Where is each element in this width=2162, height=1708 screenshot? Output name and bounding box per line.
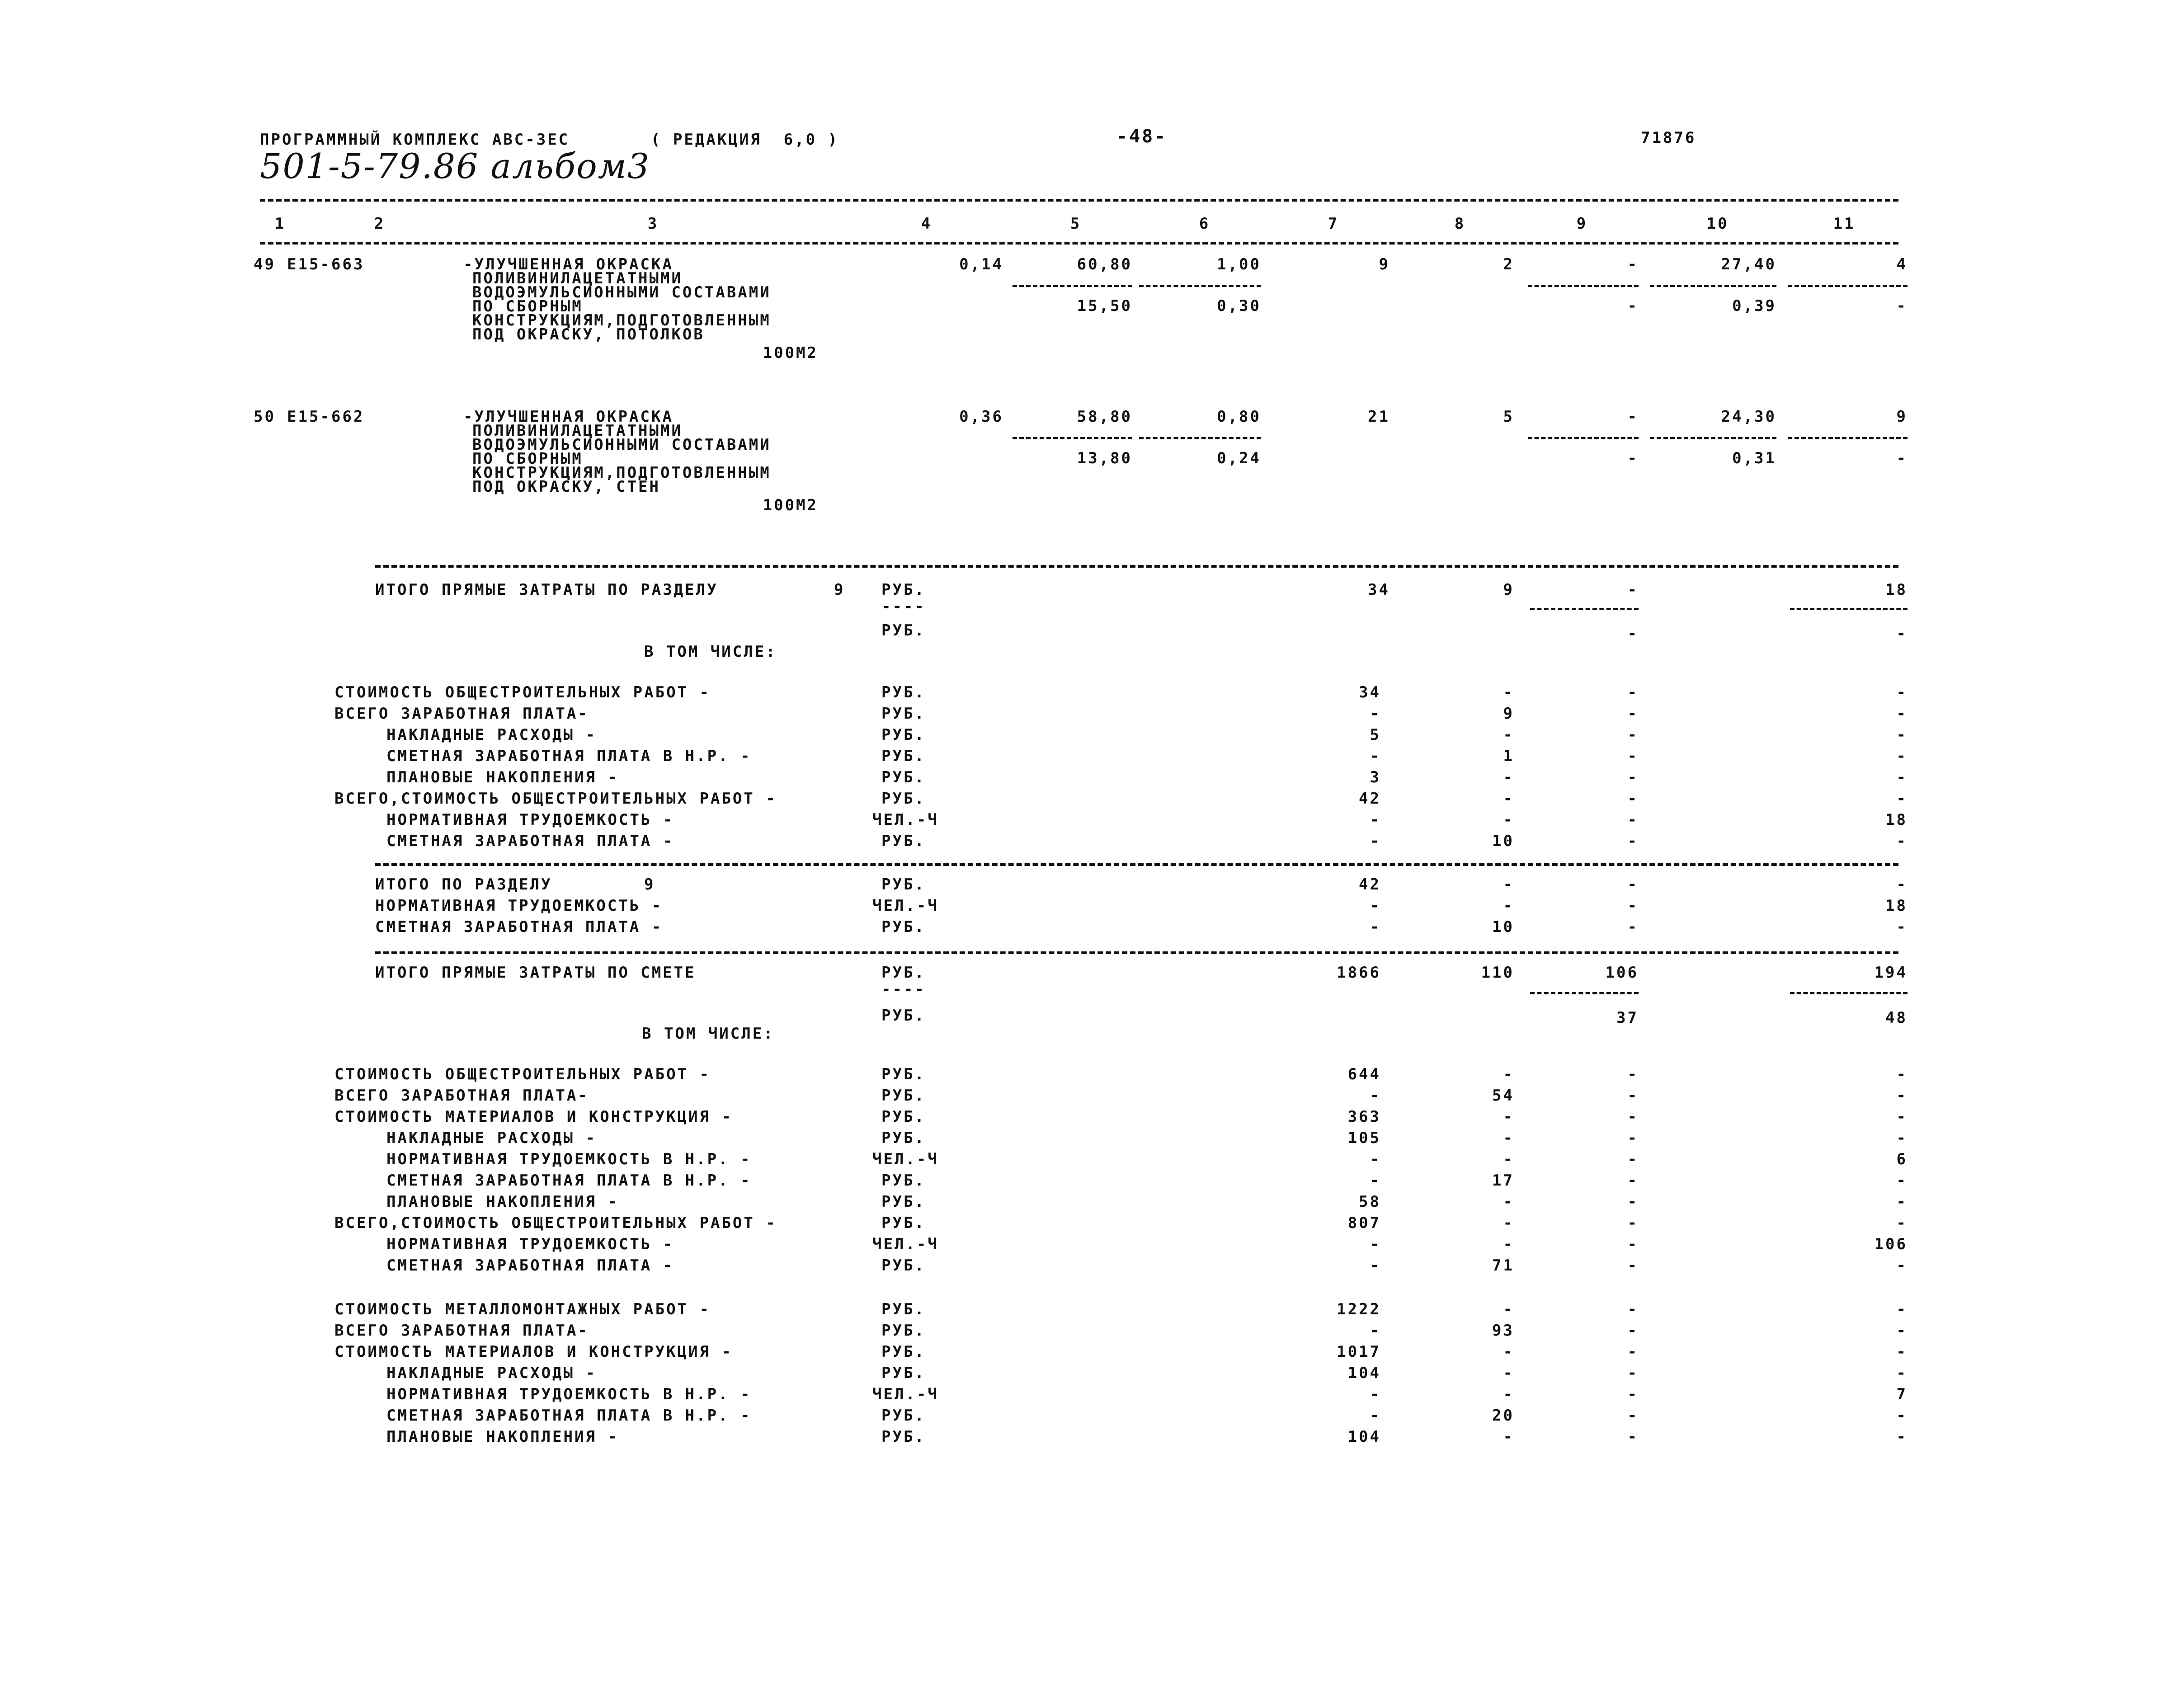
estimate-row-col11: - xyxy=(1896,1300,1908,1318)
entry-description-line: ПО СБОРНЫМ xyxy=(472,450,583,468)
estimate-row-label: НОРМАТИВНАЯ ТРУДОЕМКОСТЬ - xyxy=(386,1235,674,1253)
estimate-row-label: СМЕТНАЯ ЗАРАБОТНАЯ ПЛАТА В Н.Р. - xyxy=(386,1407,752,1425)
section-row-label: СМЕТНАЯ ЗАРАБОТНАЯ ПЛАТА - xyxy=(386,832,674,850)
estimate-including-label: В ТОМ ЧИСЛЕ: xyxy=(642,1025,775,1043)
estimate-row-unit: РУБ. xyxy=(881,1256,926,1275)
section-row-col11: - xyxy=(1896,705,1908,723)
entry-col11-bottom: - xyxy=(1896,449,1908,467)
estimate-row-col9: - xyxy=(1627,1428,1639,1446)
entry-quantity: 0,36 xyxy=(959,408,1003,426)
column-header-5: 5 xyxy=(1070,215,1082,233)
section-row-col9: - xyxy=(1627,747,1639,765)
section-total-separator xyxy=(1530,608,1639,610)
estimate-total-col9-2: 37 xyxy=(1616,1009,1639,1027)
section-total-col9-2: - xyxy=(1627,625,1639,643)
program-title: ПРОГРАММНЫЙ КОМПЛЕКС АВС-ЗЕС xyxy=(260,131,570,149)
estimate-row-col11: - xyxy=(1896,1428,1908,1446)
entry-unit: 100М2 xyxy=(763,496,818,514)
estimate-row-col8: - xyxy=(1503,1214,1514,1232)
column-header-1: 1 xyxy=(274,215,286,233)
section-total-unit: РУБ. xyxy=(881,581,926,599)
section-itogo-col8: - xyxy=(1503,897,1514,915)
estimate-row-col8: - xyxy=(1503,1428,1514,1446)
estimate-row-col7: 644 xyxy=(1347,1065,1381,1083)
entry-col11-bottom: - xyxy=(1896,297,1908,315)
estimate-row-col9: - xyxy=(1627,1322,1639,1340)
estimate-row-col8: 93 xyxy=(1492,1322,1514,1340)
estimate-row-unit: РУБ. xyxy=(881,1087,926,1105)
estimate-row-col7: 363 xyxy=(1347,1108,1381,1126)
estimate-total-unit-2: РУБ. xyxy=(881,1007,926,1025)
section-row-unit: РУБ. xyxy=(881,832,926,850)
entry-col6-bottom: 0,30 xyxy=(1217,297,1261,315)
entry-col9-bottom: - xyxy=(1627,297,1639,315)
estimate-row-col9: - xyxy=(1627,1150,1639,1168)
estimate-row-col11: - xyxy=(1896,1407,1908,1425)
estimate-row-col9: - xyxy=(1627,1214,1639,1232)
section-row-col9: - xyxy=(1627,683,1639,701)
entry-col10-top: 27,40 xyxy=(1721,255,1776,273)
section-row-col8: 9 xyxy=(1503,705,1514,723)
section-row-col8: - xyxy=(1503,790,1514,808)
estimate-total-label: ИТОГО ПРЯМЫЕ ЗАТРАТЫ ПО СМЕТЕ xyxy=(375,964,696,982)
estimate-row-col9: - xyxy=(1627,1300,1639,1318)
column-header-2: 2 xyxy=(374,215,386,233)
section-row-col9: - xyxy=(1627,705,1639,723)
section-row-col7: 42 xyxy=(1359,790,1381,808)
entry-separator xyxy=(1650,285,1776,287)
section-rule xyxy=(375,863,1898,866)
estimate-unit-separator: ---- xyxy=(881,980,926,998)
section-row-col8: 1 xyxy=(1503,747,1514,765)
estimate-row-unit: РУБ. xyxy=(881,1407,926,1425)
estimate-row-col11: - xyxy=(1896,1108,1908,1126)
estimate-row-col8: - xyxy=(1503,1300,1514,1318)
entry-separator xyxy=(1788,285,1908,287)
estimate-row-col8: 71 xyxy=(1492,1256,1514,1275)
header-rule-bottom xyxy=(260,242,1898,245)
section-row-unit: РУБ. xyxy=(881,790,926,808)
entry-col6-top: 0,80 xyxy=(1217,408,1261,426)
entry-separator xyxy=(1013,285,1132,287)
estimate-row-col7: 1017 xyxy=(1337,1343,1381,1361)
entry-col5-top: 58,80 xyxy=(1077,408,1132,426)
entry-col10-top: 24,30 xyxy=(1721,408,1776,426)
entry-col5-bottom: 15,50 xyxy=(1077,297,1132,315)
estimate-total-col8: 110 xyxy=(1481,964,1514,982)
estimate-total-col11-2: 48 xyxy=(1885,1009,1908,1027)
section-row-label: ВСЕГО ЗАРАБОТНАЯ ПЛАТА- xyxy=(334,705,589,723)
estimate-row-unit: ЧЕЛ.-Ч xyxy=(872,1150,939,1168)
entry-number: 49 xyxy=(254,255,276,273)
estimate-row-label: ПЛАНОВЫЕ НАКОПЛЕНИЯ - xyxy=(386,1193,619,1211)
estimate-row-col8: 17 xyxy=(1492,1172,1514,1190)
estimate-row-unit: РУБ. xyxy=(881,1214,926,1232)
section-total-col11: 18 xyxy=(1885,581,1908,599)
section-row-col8: - xyxy=(1503,811,1514,829)
estimate-row-label: СТОИМОСТЬ МЕТАЛЛОМОНТАЖНЫХ РАБОТ - xyxy=(334,1300,711,1318)
estimate-row-label: НОРМАТИВНАЯ ТРУДОЕМКОСТЬ В Н.Р. - xyxy=(386,1150,752,1168)
column-header-11: 11 xyxy=(1833,215,1856,233)
estimate-row-col8: 20 xyxy=(1492,1407,1514,1425)
entry-col9-top: - xyxy=(1627,408,1639,426)
column-header-10: 10 xyxy=(1706,215,1729,233)
estimate-row-col9: - xyxy=(1627,1235,1639,1253)
column-header-6: 6 xyxy=(1199,215,1211,233)
estimate-row-label: ВСЕГО ЗАРАБОТНАЯ ПЛАТА- xyxy=(334,1087,589,1105)
header-rule-top xyxy=(260,199,1898,202)
estimate-row-unit: РУБ. xyxy=(881,1322,926,1340)
section-row-col7: - xyxy=(1370,811,1381,829)
entry-col5-bottom: 13,80 xyxy=(1077,449,1132,467)
estimate-row-col11: - xyxy=(1896,1256,1908,1275)
estimate-row-unit: РУБ. xyxy=(881,1428,926,1446)
estimate-row-label: СМЕТНАЯ ЗАРАБОТНАЯ ПЛАТА В Н.Р. - xyxy=(386,1172,752,1190)
entry-col7: 21 xyxy=(1368,408,1390,426)
entry-separator xyxy=(1013,437,1132,439)
estimate-rule xyxy=(375,951,1898,954)
estimate-total-col7: 1866 xyxy=(1337,964,1381,982)
section-row-col11: - xyxy=(1896,683,1908,701)
section-row-unit: РУБ. xyxy=(881,683,926,701)
section-total-col8: 9 xyxy=(1503,581,1514,599)
section-itogo-col9: - xyxy=(1627,918,1639,936)
estimate-row-col9: - xyxy=(1627,1343,1639,1361)
page-number: -48- xyxy=(1116,126,1168,147)
edition-label: ( РЕДАКЦИЯ 6,0 ) xyxy=(651,131,839,149)
estimate-row-col7: - xyxy=(1370,1150,1381,1168)
entry-unit: 100М2 xyxy=(763,344,818,362)
estimate-row-col8: - xyxy=(1503,1364,1514,1382)
estimate-row-col7: 104 xyxy=(1347,1364,1381,1382)
section-row-col7: 34 xyxy=(1359,683,1381,701)
estimate-row-col9: - xyxy=(1627,1385,1639,1403)
section-total-unit-2: РУБ. xyxy=(881,621,926,640)
section-row-col9: - xyxy=(1627,768,1639,786)
estimate-row-unit: РУБ. xyxy=(881,1172,926,1190)
entry-description-line: ПОД ОКРАСКУ, СТЕН xyxy=(472,478,660,496)
section-total-col11-2: - xyxy=(1896,625,1908,643)
entry-col10-bottom: 0,31 xyxy=(1732,449,1776,467)
estimate-row-col7: - xyxy=(1370,1256,1381,1275)
entry-description-line: ВОДОЭМУЛЬСИОННЫМИ СОСТАВАМИ xyxy=(472,283,771,301)
section-row-col9: - xyxy=(1627,811,1639,829)
section-itogo-unit: ЧЕЛ.-Ч xyxy=(872,897,939,915)
estimate-row-unit: РУБ. xyxy=(881,1065,926,1083)
entry-separator xyxy=(1139,437,1261,439)
entry-col11-top: 9 xyxy=(1896,408,1908,426)
section-row-label: НАКЛАДНЫЕ РАСХОДЫ - xyxy=(386,726,597,744)
entry-separator xyxy=(1788,437,1908,439)
section-itogo-col7: 42 xyxy=(1359,875,1381,894)
estimate-row-col11: - xyxy=(1896,1214,1908,1232)
estimate-row-col8: - xyxy=(1503,1065,1514,1083)
section-row-label: СМЕТНАЯ ЗАРАБОТНАЯ ПЛАТА В Н.Р. - xyxy=(386,747,752,765)
estimate-row-col11: - xyxy=(1896,1364,1908,1382)
estimate-row-unit: ЧЕЛ.-Ч xyxy=(872,1385,939,1403)
entry-code: Е15-662 xyxy=(287,408,365,426)
estimate-row-col9: - xyxy=(1627,1087,1639,1105)
estimate-row-unit: РУБ. xyxy=(881,1300,926,1318)
section-row-col11: - xyxy=(1896,832,1908,850)
estimate-row-unit: РУБ. xyxy=(881,1129,926,1147)
estimate-row-col8: - xyxy=(1503,1129,1514,1147)
section-row-label: СТОИМОСТЬ ОБЩЕСТРОИТЕЛЬНЫХ РАБОТ - xyxy=(334,683,711,701)
section-row-col8: - xyxy=(1503,726,1514,744)
section-total-label: ИТОГО ПРЯМЫЕ ЗАТРАТЫ ПО РАЗДЕЛУ xyxy=(375,581,718,599)
section-total-separator xyxy=(1790,608,1908,610)
section-itogo-col7: - xyxy=(1370,897,1381,915)
section-row-col8: - xyxy=(1503,683,1514,701)
section-row-col8: 10 xyxy=(1492,832,1514,850)
section-itogo-unit: РУБ. xyxy=(881,875,926,894)
column-header-4: 4 xyxy=(921,215,933,233)
section-row-col11: 18 xyxy=(1885,811,1908,829)
estimate-row-col7: - xyxy=(1370,1407,1381,1425)
entry-col7: 9 xyxy=(1379,255,1390,273)
document-number: 71876 xyxy=(1641,129,1696,147)
entry-description-line: ПОЛИВИНИЛАЦЕТАТНЫМИ xyxy=(472,422,683,440)
section-rule xyxy=(375,565,1898,568)
estimate-row-col9: - xyxy=(1627,1407,1639,1425)
estimate-row-col8: 54 xyxy=(1492,1087,1514,1105)
section-itogo-col8: - xyxy=(1503,875,1514,894)
section-unit-separator: ---- xyxy=(881,598,926,616)
entry-col8: 5 xyxy=(1503,408,1514,426)
estimate-row-label: НАКЛАДНЫЕ РАСХОДЫ - xyxy=(386,1364,597,1382)
estimate-row-unit: РУБ. xyxy=(881,1343,926,1361)
entry-separator xyxy=(1528,437,1639,439)
section-itogo-number: 9 xyxy=(644,875,655,894)
estimate-row-col7: - xyxy=(1370,1087,1381,1105)
section-row-col11: - xyxy=(1896,790,1908,808)
entry-separator xyxy=(1528,285,1639,287)
estimate-row-col9: - xyxy=(1627,1256,1639,1275)
entry-col8: 2 xyxy=(1503,255,1514,273)
section-row-col7: - xyxy=(1370,747,1381,765)
estimate-row-unit: РУБ. xyxy=(881,1364,926,1382)
estimate-row-unit: ЧЕЛ.-Ч xyxy=(872,1235,939,1253)
section-total-col9: - xyxy=(1627,581,1639,599)
entry-col6-top: 1,00 xyxy=(1217,255,1261,273)
estimate-row-label: СМЕТНАЯ ЗАРАБОТНАЯ ПЛАТА - xyxy=(386,1256,674,1275)
section-row-label: ВСЕГО,СТОИМОСТЬ ОБЩЕСТРОИТЕЛЬНЫХ РАБОТ - xyxy=(334,790,777,808)
estimate-total-separator xyxy=(1790,992,1908,994)
estimate-row-col11: - xyxy=(1896,1322,1908,1340)
handwritten-note: 501-5-79.86 альбом3 xyxy=(260,146,650,186)
estimate-row-col9: - xyxy=(1627,1172,1639,1190)
estimate-row-col11: - xyxy=(1896,1065,1908,1083)
estimate-total-unit: РУБ. xyxy=(881,964,926,982)
estimate-row-label: СТОИМОСТЬ МАТЕРИАЛОВ И КОНСТРУКЦИЯ - xyxy=(334,1343,733,1361)
estimate-row-label: ВСЕГО ЗАРАБОТНАЯ ПЛАТА- xyxy=(334,1322,589,1340)
estimate-row-label: СТОИМОСТЬ МАТЕРИАЛОВ И КОНСТРУКЦИЯ - xyxy=(334,1108,733,1126)
section-row-col7: - xyxy=(1370,832,1381,850)
entry-description-line: КОНСТРУКЦИЯМ,ПОДГОТОВЛЕННЫМ xyxy=(472,464,771,482)
section-row-col7: 5 xyxy=(1370,726,1381,744)
section-row-unit: РУБ. xyxy=(881,705,926,723)
estimate-row-col9: - xyxy=(1627,1129,1639,1147)
estimate-row-col7: - xyxy=(1370,1172,1381,1190)
section-row-label: НОРМАТИВНАЯ ТРУДОЕМКОСТЬ - xyxy=(386,811,674,829)
estimate-total-col11: 194 xyxy=(1874,964,1908,982)
entry-description-line: -УЛУЧШЕННАЯ ОКРАСКА xyxy=(463,408,674,426)
section-itogo-col9: - xyxy=(1627,897,1639,915)
estimate-row-col8: - xyxy=(1503,1108,1514,1126)
estimate-row-col7: 58 xyxy=(1359,1193,1381,1211)
entry-separator xyxy=(1139,285,1261,287)
entry-description-line: -УЛУЧШЕННАЯ ОКРАСКА xyxy=(463,255,674,273)
estimate-row-col7: 104 xyxy=(1347,1428,1381,1446)
estimate-row-col7: 1222 xyxy=(1337,1300,1381,1318)
section-row-col11: - xyxy=(1896,747,1908,765)
section-row-unit: РУБ. xyxy=(881,768,926,786)
entry-number: 50 xyxy=(254,408,276,426)
entry-col11-top: 4 xyxy=(1896,255,1908,273)
section-row-col7: - xyxy=(1370,705,1381,723)
column-header-8: 8 xyxy=(1454,215,1466,233)
estimate-row-col11: - xyxy=(1896,1087,1908,1105)
estimate-row-col8: - xyxy=(1503,1343,1514,1361)
entry-description-line: КОНСТРУКЦИЯМ,ПОДГОТОВЛЕННЫМ xyxy=(472,311,771,329)
entry-description-line: ПОД ОКРАСКУ, ПОТОЛКОВ xyxy=(472,325,705,343)
section-including-label: В ТОМ ЧИСЛЕ: xyxy=(644,643,777,661)
entry-description-line: ВОДОЭМУЛЬСИОННЫМИ СОСТАВАМИ xyxy=(472,436,771,454)
entry-description-line: ПО СБОРНЫМ xyxy=(472,297,583,315)
estimate-row-col11: - xyxy=(1896,1343,1908,1361)
estimate-row-unit: РУБ. xyxy=(881,1108,926,1126)
estimate-row-col11: - xyxy=(1896,1129,1908,1147)
section-total-col7: 34 xyxy=(1368,581,1390,599)
section-itogo-col11: - xyxy=(1896,875,1908,894)
estimate-row-col8: - xyxy=(1503,1385,1514,1403)
section-row-col11: - xyxy=(1896,768,1908,786)
section-row-col8: - xyxy=(1503,768,1514,786)
section-itogo-col7: - xyxy=(1370,918,1381,936)
estimate-row-col11: 6 xyxy=(1896,1150,1908,1168)
section-itogo-label: СМЕТНАЯ ЗАРАБОТНАЯ ПЛАТА - xyxy=(375,918,663,936)
section-itogo-label: НОРМАТИВНАЯ ТРУДОЕМКОСТЬ - xyxy=(375,897,663,915)
estimate-row-col9: - xyxy=(1627,1364,1639,1382)
entry-col5-top: 60,80 xyxy=(1077,255,1132,273)
entry-description-line: ПОЛИВИНИЛАЦЕТАТНЫМИ xyxy=(472,269,683,287)
section-itogo-label: ИТОГО ПО РАЗДЕЛУ xyxy=(375,875,552,894)
estimate-row-label: СТОИМОСТЬ ОБЩЕСТРОИТЕЛЬНЫХ РАБОТ - xyxy=(334,1065,711,1083)
estimate-row-col9: - xyxy=(1627,1108,1639,1126)
estimate-row-col7: - xyxy=(1370,1235,1381,1253)
entry-col6-bottom: 0,24 xyxy=(1217,449,1261,467)
section-itogo-col9: - xyxy=(1627,875,1639,894)
section-row-unit: РУБ. xyxy=(881,726,926,744)
estimate-row-col8: - xyxy=(1503,1235,1514,1253)
estimate-row-label: НОРМАТИВНАЯ ТРУДОЕМКОСТЬ В Н.Р. - xyxy=(386,1385,752,1403)
section-itogo-col11: 18 xyxy=(1885,897,1908,915)
estimate-row-col9: - xyxy=(1627,1193,1639,1211)
section-itogo-col11: - xyxy=(1896,918,1908,936)
estimate-row-label: ВСЕГО,СТОИМОСТЬ ОБЩЕСТРОИТЕЛЬНЫХ РАБОТ - xyxy=(334,1214,777,1232)
section-row-unit: ЧЕЛ.-Ч xyxy=(872,811,939,829)
section-row-unit: РУБ. xyxy=(881,747,926,765)
estimate-row-col7: 807 xyxy=(1347,1214,1381,1232)
section-itogo-col8: 10 xyxy=(1492,918,1514,936)
entry-col9-top: - xyxy=(1627,255,1639,273)
section-row-label: ПЛАНОВЫЕ НАКОПЛЕНИЯ - xyxy=(386,768,619,786)
section-itogo-unit: РУБ. xyxy=(881,918,926,936)
estimate-row-col8: - xyxy=(1503,1150,1514,1168)
estimate-total-col9: 106 xyxy=(1605,964,1639,982)
entry-quantity: 0,14 xyxy=(959,255,1003,273)
column-header-3: 3 xyxy=(647,215,659,233)
section-row-col9: - xyxy=(1627,790,1639,808)
entry-col10-bottom: 0,39 xyxy=(1732,297,1776,315)
column-header-7: 7 xyxy=(1328,215,1339,233)
estimate-row-col11: - xyxy=(1896,1193,1908,1211)
estimate-row-col7: - xyxy=(1370,1322,1381,1340)
section-row-col9: - xyxy=(1627,832,1639,850)
section-row-col9: - xyxy=(1627,726,1639,744)
estimate-total-separator xyxy=(1530,992,1639,994)
estimate-row-label: НАКЛАДНЫЕ РАСХОДЫ - xyxy=(386,1129,597,1147)
section-row-col11: - xyxy=(1896,726,1908,744)
entry-separator xyxy=(1650,437,1776,439)
section-total-number: 9 xyxy=(834,581,845,599)
estimate-row-col7: - xyxy=(1370,1385,1381,1403)
entry-code: Е15-663 xyxy=(287,255,365,273)
estimate-row-col9: - xyxy=(1627,1065,1639,1083)
estimate-row-col8: - xyxy=(1503,1193,1514,1211)
estimate-row-label: ПЛАНОВЫЕ НАКОПЛЕНИЯ - xyxy=(386,1428,619,1446)
section-row-col7: 3 xyxy=(1370,768,1381,786)
estimate-row-col7: 105 xyxy=(1347,1129,1381,1147)
estimate-row-unit: РУБ. xyxy=(881,1193,926,1211)
estimate-row-col11: - xyxy=(1896,1172,1908,1190)
entry-col9-bottom: - xyxy=(1627,449,1639,467)
estimate-row-col11: 106 xyxy=(1874,1235,1908,1253)
column-header-9: 9 xyxy=(1576,215,1588,233)
estimate-row-col11: 7 xyxy=(1896,1385,1908,1403)
